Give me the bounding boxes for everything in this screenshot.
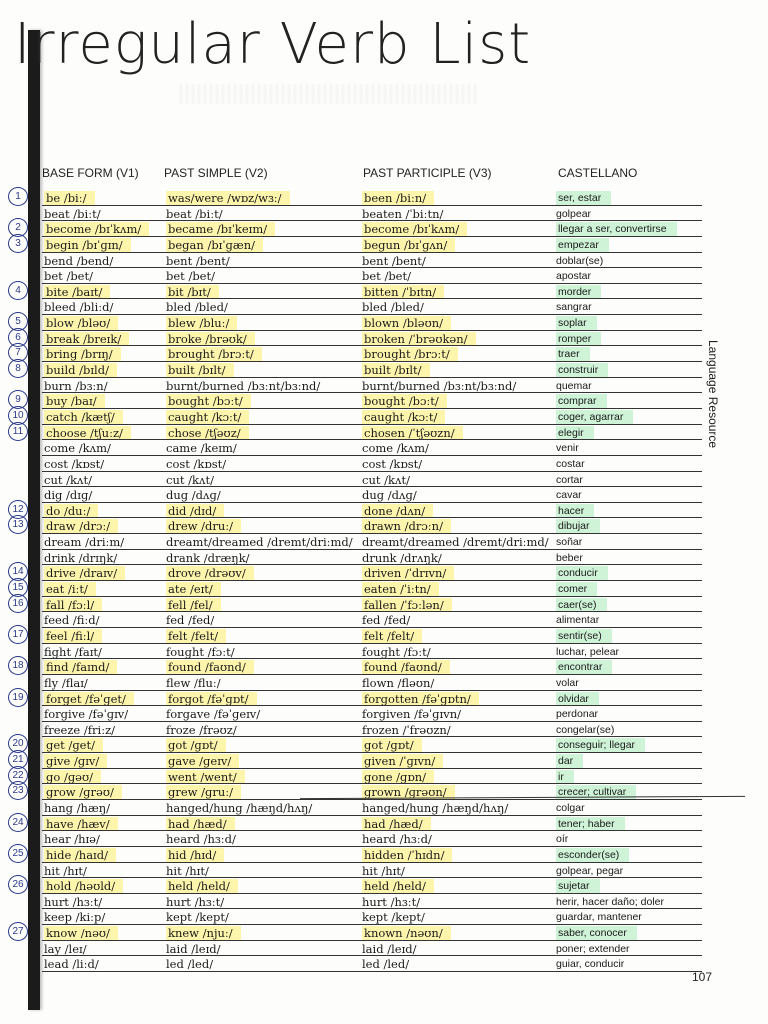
past-participle-cell: given /ˈɡɪvn/	[362, 754, 443, 768]
base-form-cell: lead /liːd/	[44, 957, 99, 972]
base-form-cell: feed /fiːd/	[44, 613, 100, 628]
castellano-cell: oír	[556, 833, 569, 846]
table-row	[12, 409, 702, 425]
past-participle-cell: bought /bɔːt/	[362, 394, 447, 408]
castellano-cell: colgar	[556, 801, 585, 814]
base-form-cell: hang /hæŋ/	[44, 800, 111, 815]
past-participle-cell: fought /fɔːt/	[362, 644, 431, 659]
past-participle-cell: hit /hɪt/	[362, 863, 405, 878]
table-row	[42, 722, 702, 738]
castellano-cell: hacer	[556, 504, 594, 518]
past-simple-cell: bit /bɪt/	[166, 285, 219, 299]
past-simple-cell: fought /fɔːt/	[166, 644, 235, 659]
base-form-cell: go /ɡəʊ/	[44, 770, 101, 784]
past-participle-cell: fallen /ˈfɔːlən/	[362, 598, 452, 612]
past-participle-cell: driven /ˈdrɪvn/	[362, 566, 454, 580]
past-simple-cell: beat /biːt/	[166, 206, 223, 221]
past-participle-cell: bitten /ˈbɪtn/	[362, 285, 444, 299]
table-row	[42, 268, 702, 284]
handwritten-number: 3	[8, 234, 28, 253]
castellano-cell: golpear	[556, 207, 592, 220]
table-row	[12, 659, 702, 675]
past-simple-cell: bled /bled/	[166, 300, 228, 315]
table-row	[42, 894, 702, 910]
handwritten-number: 13	[8, 515, 28, 534]
handwritten-number: 6	[8, 328, 28, 347]
header-past-simple: PAST SIMPLE (V2)	[164, 166, 268, 180]
table-row	[15, 190, 702, 206]
table-row	[42, 941, 702, 957]
past-simple-cell: was/were /wɒz/wɜː/	[166, 191, 290, 205]
base-form-cell: drink /drɪŋk/	[44, 550, 118, 565]
table-row	[42, 299, 702, 315]
past-participle-cell: grown /ɡrəʊn/	[362, 785, 455, 799]
castellano-cell: cavar	[556, 489, 582, 502]
past-participle-cell: led /led/	[362, 957, 410, 972]
past-simple-cell: brought /brɔːt/	[166, 347, 262, 361]
base-form-cell: forgive /fəˈɡɪv/	[44, 707, 129, 722]
castellano-cell: saber, conocer	[556, 926, 637, 940]
past-participle-cell: bet /bet/	[362, 269, 411, 284]
past-simple-cell: led /led/	[166, 957, 214, 972]
base-form-cell: bet /bet/	[44, 269, 93, 284]
castellano-cell: olvidar	[556, 692, 599, 706]
table-row	[42, 956, 702, 972]
castellano-cell: ser, estar	[556, 191, 611, 205]
castellano-cell: elegir	[556, 426, 594, 440]
castellano-cell: encontrar	[556, 660, 612, 674]
castellano-cell: tener; haber	[556, 817, 625, 831]
handwritten-number: 9	[8, 390, 28, 409]
table-row	[42, 863, 702, 879]
table-row	[42, 440, 702, 456]
table-row	[42, 909, 702, 925]
base-form-cell: have /hæv/	[44, 817, 118, 831]
handwritten-number: 14	[8, 562, 28, 581]
castellano-cell: crecer; cultivar	[556, 785, 636, 799]
castellano-cell: conseguir; llegar	[556, 738, 645, 752]
past-participle-cell: blown /bləʊn/	[362, 316, 451, 330]
base-form-cell: hear /hɪə/	[44, 832, 100, 847]
past-participle-cell: caught /kɔːt/	[362, 410, 445, 424]
past-simple-cell: got /ɡɒt/	[166, 738, 226, 752]
table-row	[15, 362, 702, 378]
base-form-cell: bring /brɪŋ/	[44, 347, 121, 361]
past-participle-cell: had /hæd/	[362, 817, 431, 831]
past-participle-cell: built /bɪlt/	[362, 363, 430, 377]
past-simple-cell: came /keɪm/	[166, 441, 237, 456]
past-participle-cell: begun /bɪˈɡʌn/	[362, 238, 455, 252]
base-form-cell: know /nəʊ/	[44, 926, 118, 940]
past-simple-cell: held /held/	[166, 879, 238, 893]
past-simple-cell: built /bɪlt/	[166, 363, 234, 377]
handwritten-number: 4	[8, 281, 28, 300]
verb-table	[12, 190, 702, 972]
past-participle-cell: held /held/	[362, 879, 434, 893]
past-participle-cell: hidden /ˈhɪdn/	[362, 848, 452, 862]
table-row	[12, 847, 702, 863]
past-simple-cell: became /bɪˈkeɪm/	[166, 222, 275, 236]
handwritten-number: 23	[8, 781, 28, 800]
past-simple-cell: had /hæd/	[166, 817, 235, 831]
past-simple-cell: bought /bɔːt/	[166, 394, 251, 408]
castellano-cell: cortar	[556, 473, 583, 486]
castellano-cell: quemar	[556, 379, 592, 392]
table-row	[12, 503, 702, 519]
castellano-cell: perdonar	[556, 708, 599, 721]
handwritten-number: 17	[8, 625, 28, 644]
base-form-cell: come /kʌm/	[44, 441, 111, 456]
base-form-cell: cost /kɒst/	[44, 456, 105, 471]
handwritten-number: 11	[8, 422, 28, 441]
past-participle-cell: burnt/burned /bɜːnt/bɜːnd/	[362, 378, 517, 393]
castellano-cell: soñar	[556, 536, 583, 549]
base-form-cell: bleed /bliːd/	[44, 300, 114, 315]
page-title: Irregular Verb List	[14, 12, 532, 77]
base-form-cell: fall /fɔːl/	[44, 598, 102, 612]
table-row	[12, 769, 702, 785]
past-participle-cell: flown /fləʊn/	[362, 675, 435, 690]
castellano-cell: llegar a ser, convertirse	[556, 222, 677, 236]
base-form-cell: bite /baɪt/	[44, 285, 110, 299]
base-form-cell: choose /tʃuːz/	[44, 426, 131, 440]
past-simple-cell: drank /dræŋk/	[166, 550, 250, 565]
past-participle-cell: forgiven /fəˈɡɪvn/	[362, 707, 461, 722]
handwritten-number: 22	[8, 766, 28, 785]
castellano-cell: sujetar	[556, 879, 600, 893]
table-row	[15, 331, 702, 347]
table-row	[12, 878, 702, 894]
castellano-cell: guardar, mantener	[556, 911, 642, 924]
past-participle-cell: got /ɡɒt/	[362, 738, 422, 752]
past-simple-cell: heard /hɜːd/	[166, 832, 236, 847]
castellano-cell: volar	[556, 676, 579, 689]
past-participle-cell: eaten /ˈiːtn/	[362, 582, 439, 596]
past-participle-cell: done /dʌn/	[362, 504, 433, 518]
handwritten-number: 18	[8, 656, 28, 675]
table-row	[42, 456, 702, 472]
table-row	[12, 925, 702, 941]
castellano-cell: sangrar	[556, 301, 592, 314]
past-participle-cell: bled /bled/	[362, 300, 424, 315]
past-simple-cell: ate /eɪt/	[166, 582, 221, 596]
base-form-cell: cut /kʌt/	[44, 472, 92, 487]
header-base-form: BASE FORM (V1)	[42, 166, 139, 180]
base-form-cell: dig /dɪɡ/	[44, 488, 93, 503]
castellano-cell: ir	[556, 770, 574, 784]
past-simple-cell: blew /bluː/	[166, 316, 237, 330]
past-simple-cell: kept /kept/	[166, 910, 229, 925]
past-participle-cell: forgotten /fəˈɡɒtn/	[362, 692, 479, 706]
table-row	[12, 737, 702, 753]
past-simple-cell: drove /drəʊv/	[166, 566, 254, 580]
past-participle-cell: hanged/hung /hæŋd/hʌŋ/	[362, 800, 509, 815]
past-simple-cell: did /dɪd/	[166, 504, 224, 518]
castellano-cell: romper	[556, 332, 601, 346]
castellano-cell: coger, agarrar	[556, 410, 633, 424]
castellano-cell: comer	[556, 582, 597, 596]
castellano-cell: apostar	[556, 270, 592, 283]
base-form-cell: fight /faɪt/	[44, 644, 102, 659]
past-simple-cell: went /went/	[166, 770, 245, 784]
past-participle-cell: drunk /drʌŋk/	[362, 550, 442, 565]
past-simple-cell: bent /bent/	[166, 253, 230, 268]
table-row	[15, 393, 702, 409]
base-form-cell: freeze /friːz/	[44, 722, 115, 737]
handwritten-number: 15	[8, 578, 28, 597]
past-participle-cell: laid /leɪd/	[362, 941, 417, 956]
castellano-cell: beber	[556, 551, 583, 564]
table-row	[12, 597, 702, 613]
base-form-cell: give /ɡɪv/	[44, 754, 107, 768]
handwritten-number: 7	[8, 343, 28, 362]
castellano-cell: traer	[556, 347, 590, 361]
past-participle-cell: fed /fed/	[362, 613, 411, 628]
title-smudge	[180, 84, 480, 104]
header-past-participle: PAST PARTICIPLE (V3)	[363, 166, 492, 180]
castellano-cell: empezar	[556, 238, 609, 252]
base-form-cell: become /bɪˈkʌm/	[44, 222, 149, 236]
castellano-cell: golpear, pegar	[556, 864, 624, 877]
base-form-cell: bend /bend/	[44, 253, 114, 268]
table-row	[42, 706, 702, 722]
table-row	[12, 753, 702, 769]
handwritten-number: 25	[8, 844, 28, 863]
castellano-cell: guiar, conducir	[556, 958, 625, 971]
base-form-cell: catch /kætʃ/	[44, 410, 123, 424]
castellano-cell: poner; extender	[556, 942, 630, 955]
base-form-cell: hold /həʊld/	[44, 879, 123, 893]
handwritten-number: 19	[8, 688, 28, 707]
handwritten-number: 10	[8, 406, 28, 425]
handwritten-number: 12	[8, 500, 28, 519]
past-simple-cell: fell /fel/	[166, 598, 221, 612]
past-simple-cell: gave /ɡeɪv/	[166, 754, 239, 768]
table-row	[42, 534, 702, 550]
past-simple-cell: forgave /fəˈɡeɪv/	[166, 707, 261, 722]
past-participle-cell: found /faʊnd/	[362, 660, 450, 674]
past-participle-cell: dreamt/dreamed /dremt/driːmd/	[362, 535, 549, 550]
past-simple-cell: dreamt/dreamed /dremt/driːmd/	[166, 535, 353, 550]
past-simple-cell: hid /hɪd/	[166, 848, 224, 862]
past-participle-cell: been /biːn/	[362, 191, 434, 205]
table-row	[42, 831, 702, 847]
past-participle-cell: hurt /hɜːt/	[362, 894, 421, 909]
base-form-cell: fly /flaɪ/	[44, 675, 88, 690]
castellano-cell: herir, hacer daño; doler	[556, 895, 664, 908]
base-form-cell: break /breɪk/	[44, 332, 129, 346]
past-participle-cell: broken /ˈbrəʊkən/	[362, 332, 476, 346]
past-simple-cell: hit /hɪt/	[166, 863, 209, 878]
handwritten-number: 26	[8, 875, 28, 894]
past-participle-cell: brought /brɔːt/	[362, 347, 458, 361]
past-simple-cell: cut /kʌt/	[166, 472, 214, 487]
base-form-cell: dream /driːm/	[44, 535, 125, 550]
castellano-cell: comprar	[556, 394, 607, 408]
table-row	[15, 284, 702, 300]
past-participle-cell: bent /bent/	[362, 253, 426, 268]
table-row	[12, 816, 702, 832]
past-simple-cell: forgot /fəˈɡɒt/	[166, 692, 257, 706]
base-form-cell: get /ɡet/	[44, 738, 103, 752]
past-participle-cell: known /nəʊn/	[362, 926, 451, 940]
table-row	[42, 612, 702, 628]
side-label: Language Resource	[706, 340, 720, 449]
past-participle-cell: cost /kɒst/	[362, 456, 423, 471]
table-row	[12, 581, 702, 597]
table-row	[42, 206, 702, 222]
past-simple-cell: fed /fed/	[166, 613, 215, 628]
base-form-cell: do /duː/	[44, 504, 98, 518]
past-participle-cell: become /bɪˈkʌm/	[362, 222, 467, 236]
base-form-cell: lay /leɪ/	[44, 941, 87, 956]
past-simple-cell: felt /felt/	[166, 629, 226, 643]
table-row	[12, 425, 702, 441]
past-simple-cell: laid /leɪd/	[166, 941, 221, 956]
base-form-cell: hurt /hɜːt/	[44, 894, 103, 909]
past-simple-cell: dug /dʌɡ/	[166, 488, 221, 503]
table-row	[42, 487, 702, 503]
handwritten-number: 16	[8, 594, 28, 613]
castellano-cell: doblar(se)	[556, 254, 604, 267]
binding-spine	[28, 30, 40, 1010]
past-simple-cell: froze /frəʊz/	[166, 722, 237, 737]
base-form-cell: find /faɪnd/	[44, 660, 117, 674]
past-participle-cell: dug /dʌɡ/	[362, 488, 417, 503]
table-row	[42, 675, 702, 691]
table-row	[12, 565, 702, 581]
past-participle-cell: kept /kept/	[362, 910, 425, 925]
base-form-cell: forget /fəˈɡet/	[44, 692, 134, 706]
castellano-cell: venir	[556, 442, 579, 455]
past-participle-cell: gone /ɡɒn/	[362, 770, 434, 784]
handwritten-number: 21	[8, 750, 28, 769]
handwritten-number: 5	[8, 312, 28, 331]
table-row	[15, 221, 702, 237]
castellano-cell: sentir(se)	[556, 629, 612, 643]
past-simple-cell: bet /bet/	[166, 269, 215, 284]
handwritten-number: 1	[8, 187, 28, 206]
past-simple-cell: broke /brəʊk/	[166, 332, 255, 346]
past-participle-cell: drawn /drɔːn/	[362, 519, 451, 533]
handwritten-number: 8	[8, 359, 28, 378]
castellano-cell: conducir	[556, 566, 608, 580]
base-form-cell: beat /biːt/	[44, 206, 101, 221]
handwritten-number: 2	[8, 218, 28, 237]
past-participle-cell: chosen /ˈtʃəʊzn/	[362, 426, 463, 440]
base-form-cell: hide /haɪd/	[44, 848, 116, 862]
base-form-cell: begin /bɪˈɡɪn/	[44, 238, 131, 252]
past-simple-cell: drew /druː/	[166, 519, 241, 533]
past-simple-cell: hanged/hung /hæŋd/hʌŋ/	[166, 800, 313, 815]
past-simple-cell: caught /kɔːt/	[166, 410, 249, 424]
table-row	[42, 644, 702, 660]
table-row	[42, 472, 702, 488]
table-row	[42, 550, 702, 566]
base-form-cell: eat /iːt/	[44, 582, 96, 596]
table-row	[42, 378, 702, 394]
table-row	[15, 237, 702, 253]
castellano-cell: alimentar	[556, 614, 600, 627]
castellano-cell: costar	[556, 457, 585, 470]
table-row	[15, 315, 702, 331]
castellano-cell: dar	[556, 754, 583, 768]
base-form-cell: grow /ɡrəʊ/	[44, 785, 122, 799]
past-participle-cell: heard /hɜːd/	[362, 832, 432, 847]
past-simple-cell: burnt/burned /bɜːnt/bɜːnd/	[166, 378, 321, 393]
past-simple-cell: grew /ɡruː/	[166, 785, 241, 799]
past-participle-cell: felt /felt/	[362, 629, 422, 643]
castellano-cell: morder	[556, 285, 601, 299]
base-form-cell: keep /kiːp/	[44, 910, 106, 925]
page-number: 107	[692, 970, 713, 984]
past-participle-cell: beaten /ˈbiːtn/	[362, 206, 444, 221]
past-simple-cell: began /bɪˈɡæn/	[166, 238, 263, 252]
base-form-cell: blow /bləʊ/	[44, 316, 118, 330]
past-simple-cell: knew /njuː/	[166, 926, 241, 940]
table-row	[15, 346, 702, 362]
table-row	[12, 518, 702, 534]
table-row	[42, 800, 702, 816]
past-participle-cell: frozen /ˈfrəʊzn/	[362, 722, 451, 737]
past-participle-cell: come /kʌm/	[362, 441, 429, 456]
handwritten-number: 20	[8, 734, 28, 753]
table-row	[12, 691, 702, 707]
table-row	[42, 253, 702, 269]
past-simple-cell: found /faʊnd/	[166, 660, 254, 674]
base-form-cell: burn /bɜːn/	[44, 378, 108, 393]
past-participle-cell: cut /kʌt/	[362, 472, 410, 487]
castellano-cell: caer(se)	[556, 598, 607, 612]
base-form-cell: draw /drɔː/	[44, 519, 118, 533]
past-simple-cell: hurt /hɜːt/	[166, 894, 225, 909]
base-form-cell: drive /draɪv/	[44, 566, 125, 580]
base-form-cell: build /bɪld/	[44, 363, 117, 377]
base-form-cell: buy /baɪ/	[44, 394, 105, 408]
past-simple-cell: cost /kɒst/	[166, 456, 227, 471]
castellano-cell: soplar	[556, 316, 597, 330]
castellano-cell: construir	[556, 363, 608, 377]
base-form-cell: feel /fiːl/	[44, 629, 102, 643]
base-form-cell: hit /hɪt/	[44, 863, 87, 878]
castellano-cell: esconder(se)	[556, 848, 629, 862]
castellano-cell: dibujar	[556, 519, 600, 533]
castellano-cell: congelar(se)	[556, 723, 615, 736]
past-simple-cell: chose /tʃəʊz/	[166, 426, 249, 440]
table-row	[12, 628, 702, 644]
castellano-cell: luchar, pelear	[556, 645, 620, 658]
header-castellano: CASTELLANO	[558, 166, 638, 180]
past-simple-cell: flew /fluː/	[166, 675, 221, 690]
handwritten-number: 27	[8, 922, 28, 941]
handwritten-number: 24	[8, 813, 28, 832]
base-form-cell: be /biː/	[44, 191, 95, 205]
